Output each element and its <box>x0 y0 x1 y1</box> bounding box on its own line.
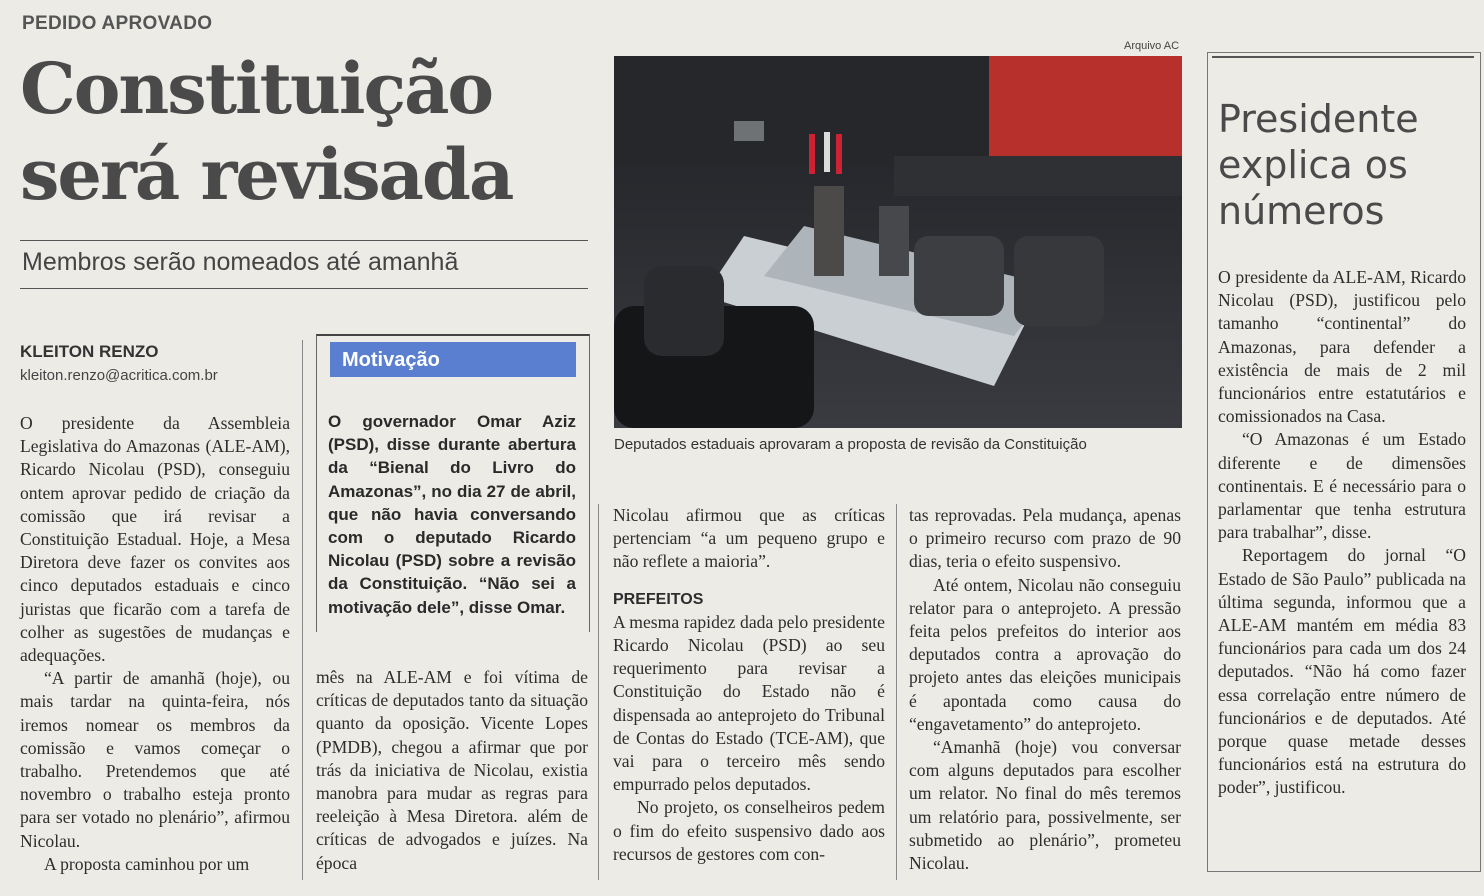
column-rule-1 <box>302 340 303 880</box>
sidebar-text: O governador Omar Aziz (PSD), disse durante abertura da “Bienal do Livro do Amazonas”, no dia 27 de abril, que não havia conversando com o deputado Ricardo Nicolau (PSD) sobre a revisão da Constituição. “Não sei a motivação dele”, disse Omar. <box>328 412 576 617</box>
kicker: PEDIDO APROVADO <box>22 13 213 34</box>
headline <box>20 46 590 218</box>
column-1 <box>20 412 290 876</box>
headline-line-2: será revisada <box>20 133 513 216</box>
photo-caption: Deputados estaduais aprovaram a proposta de revisão da Constituição <box>614 436 1087 453</box>
col4-paragraph-3: “Amanhã (hoje) vou conversar com alguns deputados para escolher um relator. No final do mês teremos um relatório para, possivelmente, ser submetido ao plenário”, prometeu Nicolau. <box>909 737 1181 874</box>
author-name: KLEITON RENZO <box>20 342 159 361</box>
right-title-line-2: explica os <box>1218 143 1408 187</box>
sidebar-right-top-rule <box>1212 56 1474 58</box>
col3-paragraph-2: A mesma rapidez dada pelo presidente Ricardo Nicolau (PSD) ao seu requerimento para revisar a Constituição do Estado não é dispensada ao anteprojeto do Tribunal de Contas do Estado (TCE-AM), que vai para o terceiro mês sendo empurrado pelos deputados. <box>613 611 885 795</box>
subhead: Membros serão nomeados até amanhã <box>22 248 459 276</box>
headline-line-1: Constituição <box>20 47 493 130</box>
section-heading-prefeitos: PREFEITOS <box>613 590 704 608</box>
col1-paragraph-1: O presidente da Assembleia Legislativa do Amazonas (ALE-AM), Ricardo Nicolau (PSD), conseguiu ontem aprovar pedido de criação da comissão que irá revisar a Constituição Estadual. Hoje, a Mesa Diretora deve fazer os convites aos cinco deputados estaduais e cinco juristas que ficarão com a tarefa de colher as sugestões de mudanças e adequações. <box>20 413 290 666</box>
subhead-rule-top <box>20 240 588 241</box>
col1-paragraph-2: “A partir de amanhã (hoje), ou mais tardar na quinta-feira, nós iremos nomear os membros da comissão e vamos começar o trabalho. Pretendemos que até novembro o trabalho esteja pronto para ser votado no plenário”, afirmou Nicolau. <box>20 668 290 851</box>
sidebar-label: Motivação <box>330 342 576 377</box>
column-rule-2 <box>598 504 599 880</box>
column-2 <box>316 666 588 875</box>
right-paragraph-3: Reportagem do jornal “O Estado de São Paulo” publicada na última segunda, informou que a ALE-AM mantém em média 83 funcionários para cada um dos 24 deputados. “Não há como fazer essa correlação entre número de funcionários e de deputados. Até porque quase metade desses funcionários está na estrutura do poder”, justificou. <box>1218 545 1466 798</box>
column-3 <box>613 504 885 866</box>
column-rule-3 <box>896 504 897 880</box>
col4-paragraph-2: Até ontem, Nicolau não conseguiu relator para o anteprojeto. A pressão feita pelos prefeitos do interior aos deputados contra a aprovação do projeto antes das eleições municipais é apontada como causa do “engavetamento” do anteprojeto. <box>909 574 1181 734</box>
right-title-line-1: Presidente <box>1218 97 1419 141</box>
plenary-illustration <box>614 56 1182 428</box>
right-paragraph-2: “O Amazonas é um Estado diferente e de dimensões continentais. E é necessário para o parlamentar que tenha estrutura para trabalhar”, disse. <box>1218 429 1466 543</box>
col1-paragraph-3: A proposta caminhou por um <box>44 853 250 874</box>
right-title-line-3: números <box>1218 189 1385 233</box>
column-4 <box>909 504 1181 875</box>
col4-paragraph-1: tas reprovadas. Pela mudança, apenas o primeiro recurso com prazo de 90 dias, teria o efeito suspensivo. <box>909 505 1181 572</box>
col2-paragraph-1: mês na ALE-AM e foi vítima de críticas de deputados tanto da situação quanto da oposição. Vicente Lopes (PMDB), chegou a afirmar que por trás da iniciativa de Nicolau, existia manobra para mudar as regras para reeleição à Mesa Diretora. além de críticas de advogados e juízes. Na época <box>316 667 588 873</box>
col3-paragraph-3: No projeto, os conselheiros pedem o fim do efeito suspensivo dado aos recursos de gestores com con- <box>613 797 885 864</box>
col3-paragraph-1: Nicolau afirmou que as críticas pertenciam “a um pequeno grupo e não reflete a maioria”. <box>613 505 885 572</box>
author-email[interactable]: kleiton.renzo@acritica.com.br <box>20 367 218 384</box>
right-paragraph-1: O presidente da ALE-AM, Ricardo Nicolau (PSD), justificou pelo tamanho “continental” do Amazonas, para defender a existência de mais de 2 mil funcionários entre estatutários e comissionados na Casa. <box>1218 267 1466 427</box>
photo-credit: Arquivo AC <box>1124 40 1180 52</box>
subhead-rule-bottom <box>20 288 588 289</box>
plenary-photo <box>614 56 1182 428</box>
right-box-text <box>1218 266 1466 800</box>
right-box-title <box>1218 96 1468 234</box>
